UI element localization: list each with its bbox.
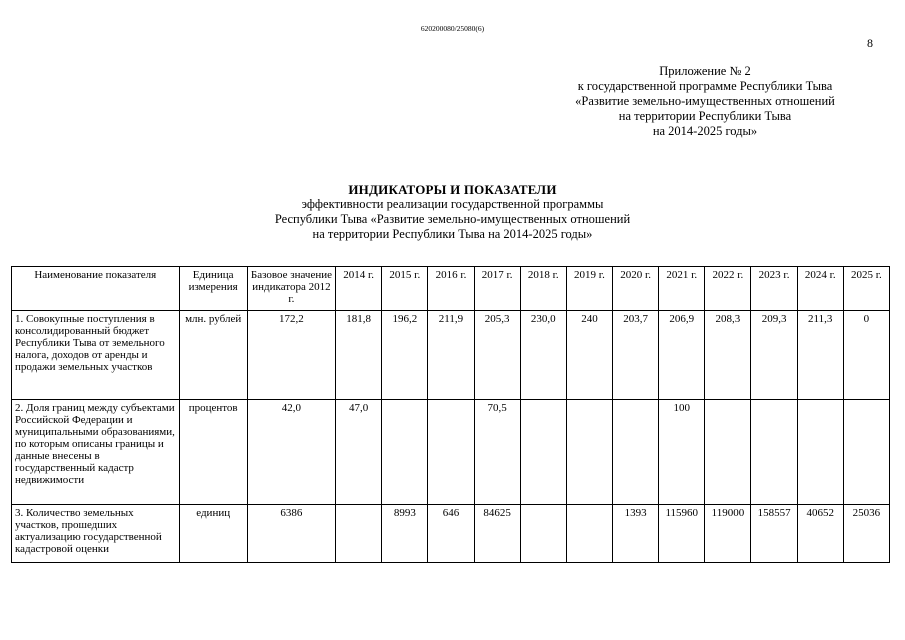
year-value: 158557 — [751, 505, 797, 563]
year-value: 119000 — [705, 505, 751, 563]
document-id: 620200080/25080(6) — [420, 24, 485, 33]
year-value: 100 — [659, 400, 705, 505]
indicator-unit: процентов — [179, 400, 247, 505]
year-value — [336, 505, 382, 563]
year-value: 211,9 — [428, 311, 474, 400]
table-row — [12, 400, 890, 505]
year-value — [566, 505, 612, 563]
column-header-year: 2020 г. — [613, 267, 659, 311]
column-header-year: 2025 г. — [843, 267, 889, 311]
heading-line: Республики Тыва «Развитие земельно-имущественных отношений — [274, 212, 631, 226]
column-header-year: 2024 г. — [797, 267, 843, 311]
year-value: 25036 — [843, 505, 889, 563]
year-value — [382, 400, 428, 505]
year-value: 209,3 — [751, 311, 797, 400]
year-value: 203,7 — [613, 311, 659, 400]
table-header-row — [12, 267, 890, 311]
column-header-unit: Единица измерения — [179, 267, 247, 311]
column-header-base: Базовое значение индикатора 2012 г. — [247, 267, 335, 311]
year-value: 211,3 — [797, 311, 843, 400]
column-header-year: 2019 г. — [566, 267, 612, 311]
indicator-unit: млн. рублей — [179, 311, 247, 400]
year-value — [797, 400, 843, 505]
year-value: 47,0 — [336, 400, 382, 505]
year-value — [566, 400, 612, 505]
column-header-year: 2018 г. — [520, 267, 566, 311]
year-value: 205,3 — [474, 311, 520, 400]
column-header-name: Наименование показателя — [12, 267, 180, 311]
indicators-table — [11, 266, 890, 563]
year-value: 181,8 — [336, 311, 382, 400]
year-value — [613, 400, 659, 505]
year-value: 208,3 — [705, 311, 751, 400]
heading-line: на территории Республики Тыва на 2014-2025 годы» — [312, 227, 593, 241]
indicator-name: 2. Доля границ между субъектами Российской Федерации и муниципальными образованиями, по которым описаны границы и данные внесены в государственный кадастр недвижимости — [12, 400, 180, 505]
year-value: 115960 — [659, 505, 705, 563]
heading-line: эффективности реализации государственной программы — [301, 197, 604, 211]
column-header-year: 2023 г. — [751, 267, 797, 311]
year-value: 206,9 — [659, 311, 705, 400]
column-header-year: 2021 г. — [659, 267, 705, 311]
column-header-year: 2022 г. — [705, 267, 751, 311]
heading-title: ИНДИКАТОРЫ И ПОКАЗАТЕЛИ — [348, 182, 557, 197]
column-header-year: 2016 г. — [428, 267, 474, 311]
column-header-year: 2014 г. — [336, 267, 382, 311]
year-value: 0 — [843, 311, 889, 400]
appendix-line: Приложение № 2 — [659, 64, 751, 78]
year-value: 230,0 — [520, 311, 566, 400]
year-value — [843, 400, 889, 505]
appendix-line: на территории Республики Тыва — [618, 109, 792, 123]
year-value: 240 — [566, 311, 612, 400]
table-row — [12, 505, 890, 563]
year-value — [520, 505, 566, 563]
appendix-note — [540, 64, 870, 139]
column-header-year: 2017 г. — [474, 267, 520, 311]
column-header-year: 2015 г. — [382, 267, 428, 311]
page-number: 8 — [867, 36, 873, 50]
year-value: 646 — [428, 505, 474, 563]
appendix-line: «Развитие земельно-имущественных отношений — [575, 94, 835, 108]
indicator-name: 3. Количество земельных участков, прошедших актуализацию государственной кадастровой оценки — [12, 505, 180, 563]
document-heading — [0, 182, 905, 242]
year-value: 196,2 — [382, 311, 428, 400]
indicator-unit: единиц — [179, 505, 247, 563]
indicator-name: 1. Совокупные поступления в консолидированный бюджет Республики Тыва от земельного налога, доходов от аренды и продажи земельных участков — [12, 311, 180, 400]
year-value — [520, 400, 566, 505]
year-value: 70,5 — [474, 400, 520, 505]
year-value — [705, 400, 751, 505]
year-value: 8993 — [382, 505, 428, 563]
year-value — [428, 400, 474, 505]
year-value: 1393 — [613, 505, 659, 563]
indicator-base-value: 6386 — [247, 505, 335, 563]
year-value: 40652 — [797, 505, 843, 563]
indicator-base-value: 42,0 — [247, 400, 335, 505]
appendix-line: к государственной программе Республики Тыва — [577, 79, 833, 93]
year-value — [751, 400, 797, 505]
table-row — [12, 311, 890, 400]
indicator-base-value: 172,2 — [247, 311, 335, 400]
appendix-line: на 2014-2025 годы» — [652, 124, 758, 138]
year-value: 84625 — [474, 505, 520, 563]
